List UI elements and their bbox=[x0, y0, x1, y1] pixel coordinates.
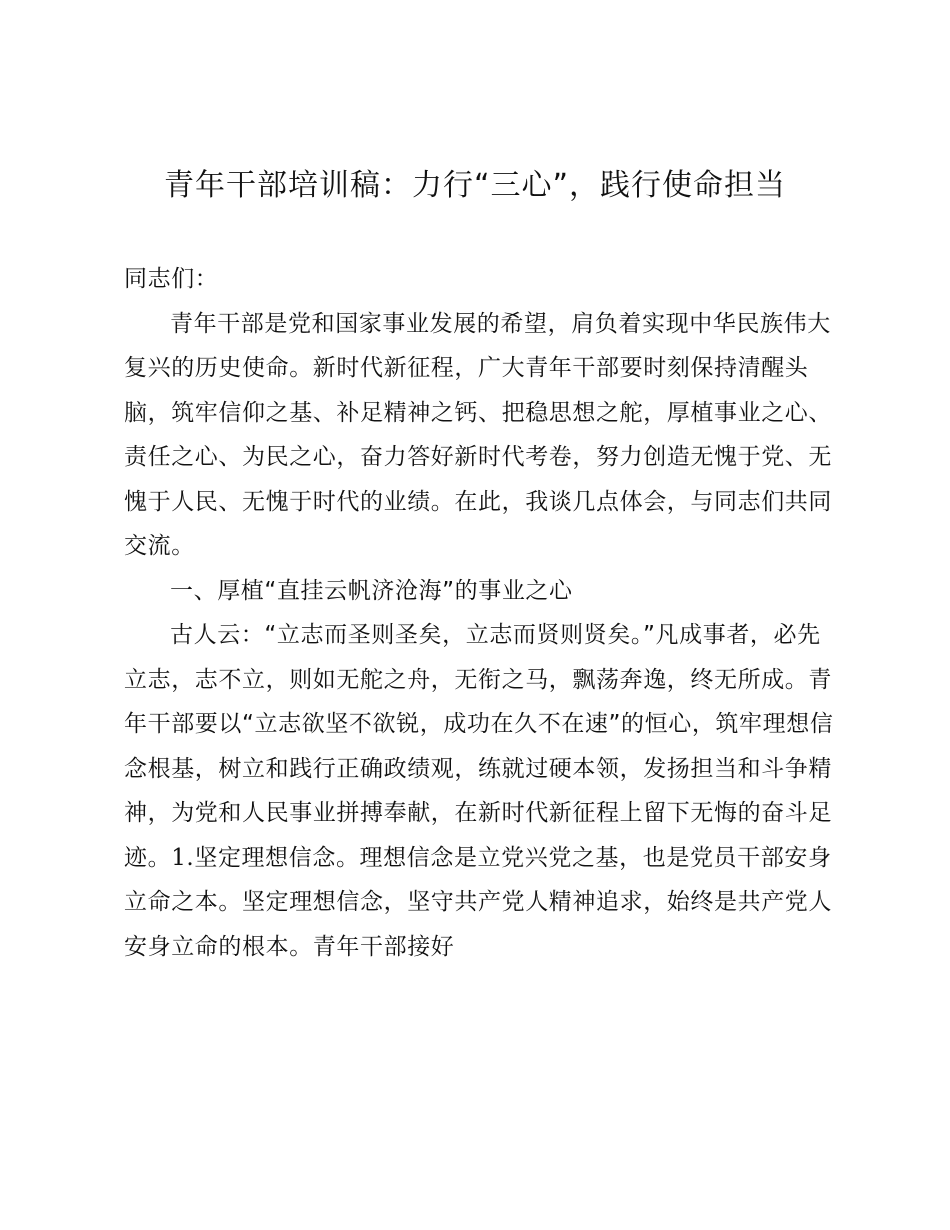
list-number: 1. bbox=[171, 844, 195, 871]
salutation: 同志们： bbox=[124, 266, 219, 292]
paragraph-text-part-2: 坚定理想信念。理想信念是立党兴党之基，也是党员干部安身立命之本。坚定理想信念，坚守共产党人精神追求，始终是共产党人安身立命的根本。青年干部接好 bbox=[124, 844, 832, 960]
document-body bbox=[124, 257, 844, 969]
paragraph-text-part-1: 古人云：“立志而圣则圣矣，立志而贤则贤矣。”凡成事者，必先立志，志不立，则如无舵之舟，无衔之马，飘荡奔逸，终无所成。青年干部要以“立志欲坚不欲锐，成功在久不在速”的恒心，筑牢理想信念根基，树立和践行正确政绩观，练就过硬本领，发扬担当和斗争精神，为党和人民事业拼搏奉献，在新时代新征程上留下无悔的奋斗足迹。 bbox=[124, 622, 834, 871]
section-heading-1: 一、厚植“直挂云帆济沧海”的事业之心 bbox=[170, 577, 573, 604]
paragraph-section-1 bbox=[124, 613, 844, 969]
document-title: 青年干部培训稿：力行“三心”，践行使命担当 bbox=[163, 168, 787, 203]
paragraph-intro: 青年干部是党和国家事业发展的希望，肩负着实现中华民族伟大复兴的历史使命。新时代新征程，广大青年干部要时刻保持清醒头脑，筑牢信仰之基、补足精神之钙、把稳思想之舵，厚植事业之心、责任之心、为民之心，奋力答好新时代考卷，努力创造无愧于党、无愧于人民、无愧于时代的业绩。在此，我谈几点体会，与同志们共同交流。 bbox=[124, 310, 832, 559]
